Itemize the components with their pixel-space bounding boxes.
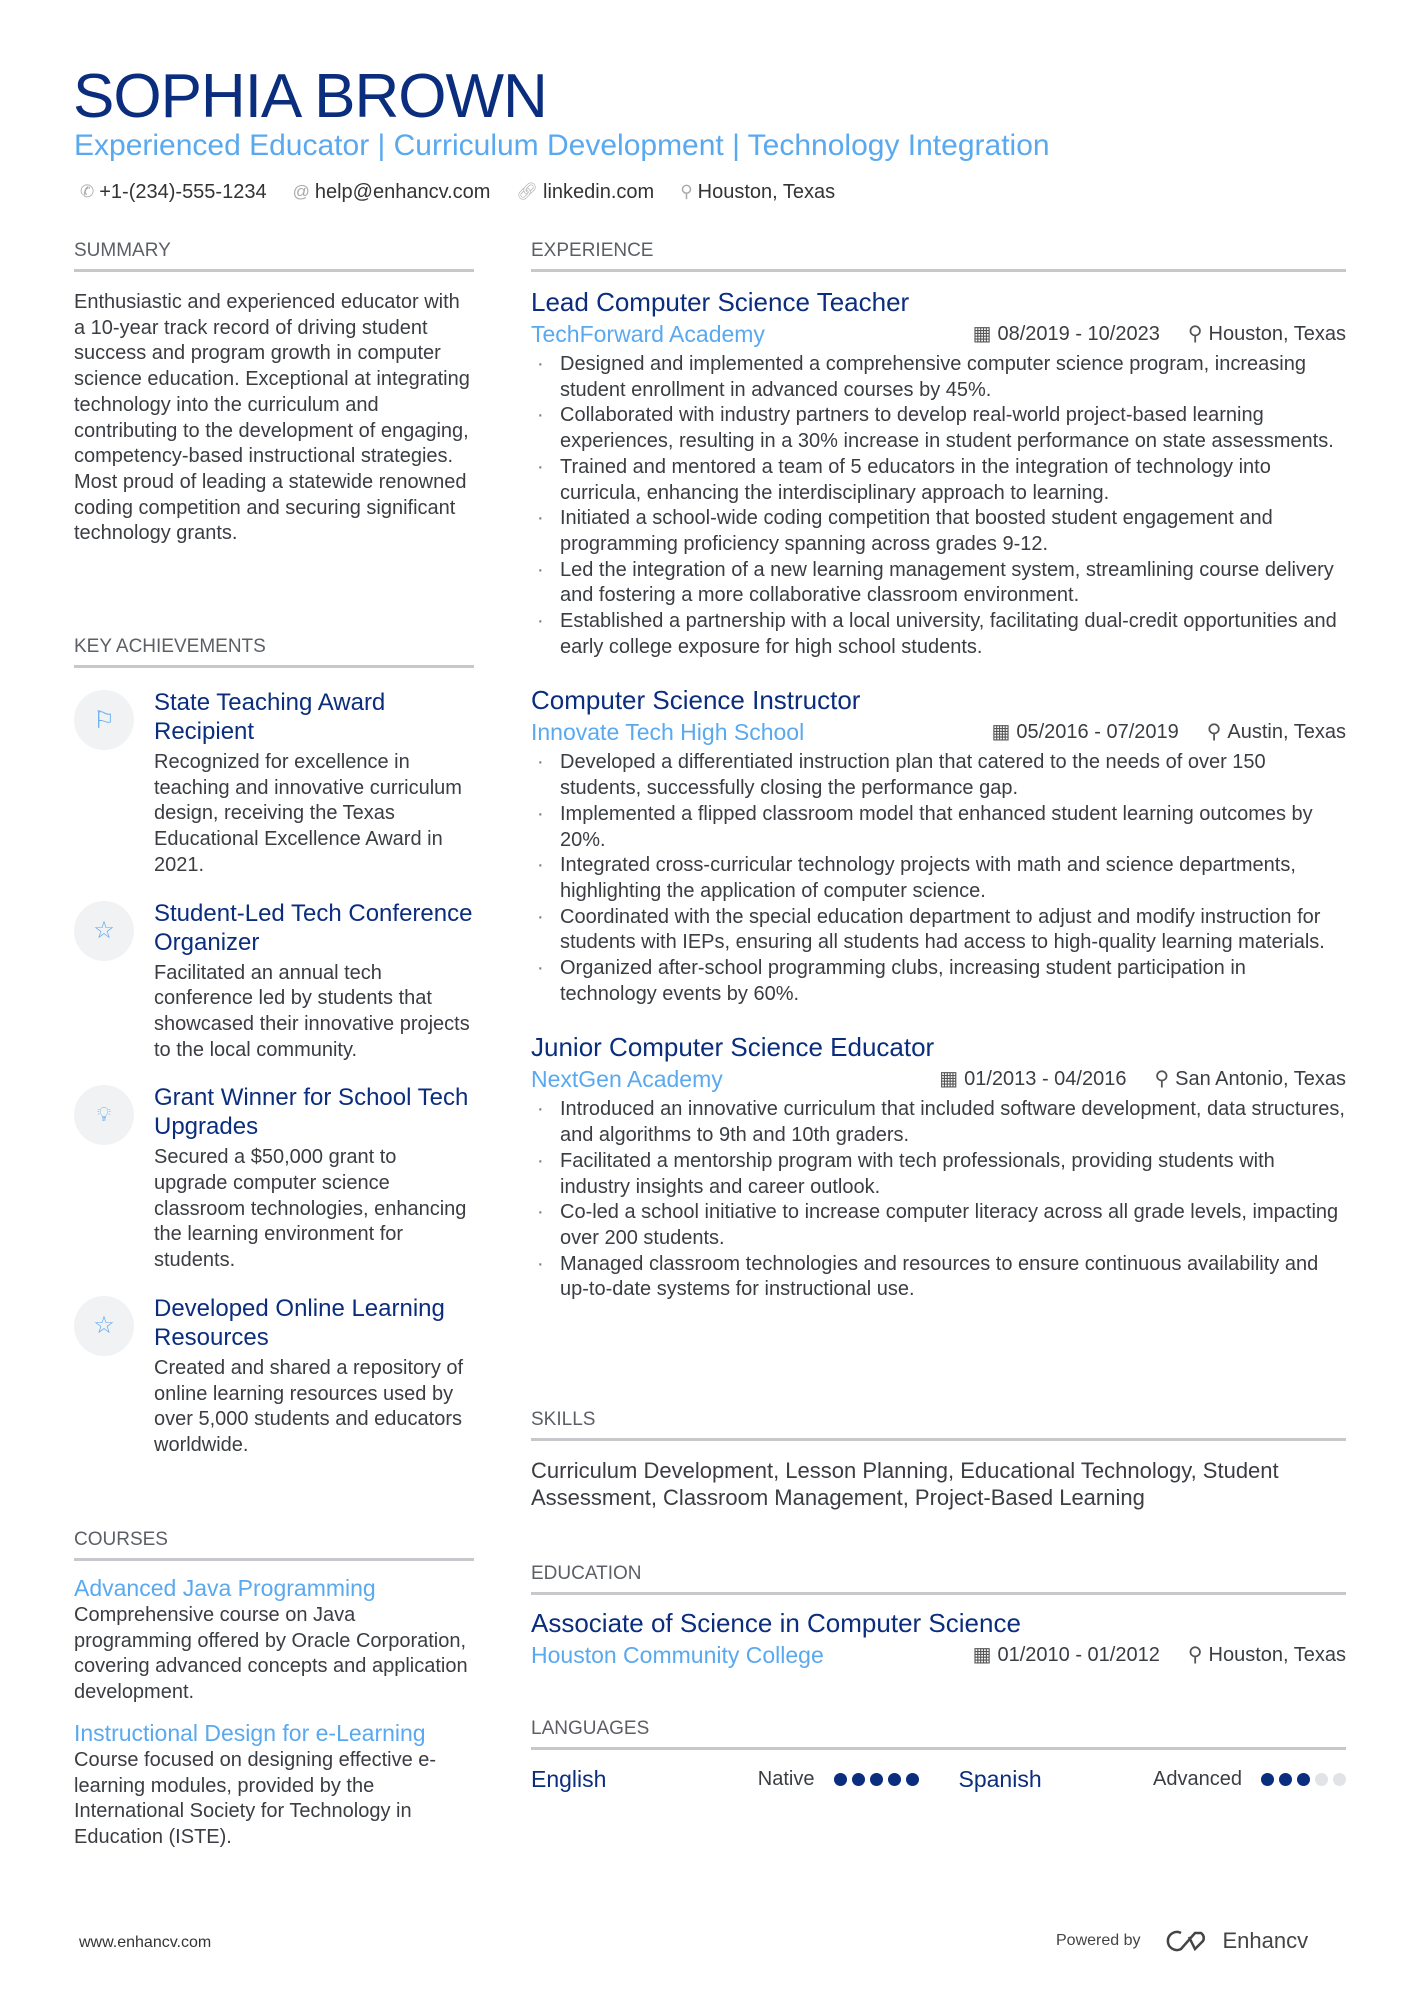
- bullet-item: · Managed classroom technologies and resources to ensure continuous availability and up-to-date systems for instructional use.: [531, 1252, 1346, 1303]
- job-location: Houston, Texas: [1208, 323, 1346, 345]
- section-heading: SKILLS: [531, 1408, 1346, 1441]
- calendar-icon: ▦: [939, 1068, 959, 1091]
- powered-by-label: Powered by: [1056, 1932, 1141, 1949]
- skills-text: Curriculum Development, Lesson Planning, Educational Technology, Student Assessment, Classroom Management, Project-Based Learning: [531, 1458, 1279, 1510]
- job-bullets: [531, 750, 1346, 1007]
- contact-bar: [80, 178, 835, 206]
- enhancv-logo-icon: [1165, 1929, 1211, 1953]
- candidate-name: SOPHIA BROWN: [73, 62, 547, 131]
- language-item: [531, 1766, 919, 1793]
- section-heading: COURSES: [74, 1528, 474, 1561]
- achievement-text: Secured a $50,000 grant to upgrade computer science classroom technologies, enhancing the learning environment for students.: [154, 1146, 467, 1272]
- footer-url[interactable]: www.enhancv.com: [79, 1934, 212, 1951]
- summary-text: Enthusiastic and experienced educator with a 10-year track record of driving student success and program growth in computer science education. Exceptional at integrating technology into the curriculum and contributing to the development of engaging, competency-based instructional strategies. Most proud of leading a statewide renowned coding competition and securing significant technology grants.: [74, 291, 470, 545]
- job-bullets: [531, 352, 1346, 660]
- proficiency-dot: [870, 1773, 883, 1786]
- bullet-item: · Established a partnership with a local university, facilitating dual-credit opportunities and early college exposure for high school students.: [531, 609, 1346, 660]
- summary-section: [74, 239, 474, 547]
- job-title: Computer Science Instructor: [531, 685, 861, 716]
- bullet-item: · Developed a differentiated instruction plan that catered to the needs of over 150 students, successfully closing the performance gap.: [531, 750, 1346, 801]
- proficiency-dot: [888, 1773, 901, 1786]
- achievements-section: [74, 635, 474, 1459]
- achievement-text: Recognized for excellence in teaching and innovative curriculum design, receiving the Texas Educational Excellence Award in 2021.: [154, 751, 462, 876]
- achievement-title: State Teaching Award Recipient: [154, 689, 386, 745]
- bullet-item: · Integrated cross-curricular technology projects with math and science departments, highlighting the application of computer science.: [531, 853, 1346, 904]
- company: TechForward Academy: [531, 321, 765, 347]
- language-level: Advanced: [1153, 1768, 1242, 1790]
- achievement-title: Student-Led Tech Conference Organizer: [154, 899, 473, 956]
- link-icon: 🔗︎: [516, 182, 539, 201]
- bullet-item: · Facilitated a mentorship program with tech professionals, providing students with industry insights and career outlook.: [531, 1149, 1346, 1200]
- linkedin[interactable]: linkedin.com: [543, 181, 655, 203]
- skills-section: [531, 1408, 1346, 1511]
- achievement-item: [74, 688, 474, 879]
- job-dates: 08/2019 - 10/2023: [997, 323, 1160, 345]
- bullet-item: · Introduced an innovative curriculum that included software development, data structures, and algorithms to 9th and 10th graders.: [531, 1097, 1346, 1148]
- experience-section: [531, 239, 1346, 1303]
- course-text: Comprehensive course on Java programming offered by Oracle Corporation, covering advanced concepts and application development.: [74, 1604, 468, 1704]
- company: Innovate Tech High School: [531, 719, 805, 746]
- school: Houston Community College: [531, 1642, 824, 1668]
- flag-icon: ⚐: [74, 690, 134, 750]
- location-icon: ⚲: [680, 182, 693, 201]
- phone-icon: ✆: [80, 182, 95, 201]
- bullet-item: · Collaborated with industry partners to develop real-world project-based learning experiences, resulting in a 30% increase in student performance on state assessments.: [531, 403, 1346, 454]
- bullet-item: · Designed and implemented a comprehensive computer science program, increasing student enrollment in advanced courses by 45%.: [531, 352, 1346, 403]
- bullet-item: · Organized after-school programming clubs, increasing student participation in technology events by 60%.: [531, 956, 1346, 1007]
- email[interactable]: help@enhancv.com: [314, 181, 491, 203]
- languages-section: [531, 1717, 1346, 1793]
- bullet-item: · Coordinated with the special education department to adjust and modify instruction for students with IEPs, ensuring all students had access to high-quality learning materials.: [531, 905, 1346, 956]
- achievement-item: [74, 899, 474, 1064]
- location-icon: ⚲: [1187, 323, 1203, 345]
- achievement-title: Developed Online Learning Resources: [154, 1294, 445, 1351]
- section-heading: EDUCATION: [531, 1562, 1346, 1595]
- proficiency-dot: [1279, 1773, 1292, 1786]
- phone[interactable]: +1-(234)-555-1234: [99, 181, 267, 203]
- location: Houston, Texas: [697, 181, 836, 203]
- edu-dates: 01/2010 - 01/2012: [997, 1644, 1160, 1666]
- job-entry: [531, 286, 1346, 660]
- course-title: Instructional Design for e-Learning: [74, 1719, 426, 1746]
- language-name: Spanish: [958, 1766, 1042, 1792]
- calendar-icon: ▦: [972, 1644, 992, 1666]
- edu-location: Houston, Texas: [1208, 1644, 1346, 1666]
- courses-section: [74, 1528, 474, 1851]
- location-icon: ⚲: [1187, 1644, 1203, 1666]
- job-dates: 05/2016 - 07/2019: [1016, 721, 1179, 744]
- job-location: Austin, Texas: [1227, 721, 1346, 744]
- achievement-item: [74, 1083, 474, 1274]
- job-entry: [531, 684, 1346, 1007]
- achievement-title: Grant Winner for School Tech Upgrades: [154, 1084, 469, 1141]
- location-icon: ⚲: [1206, 721, 1222, 744]
- proficiency-dot: [834, 1773, 847, 1786]
- proficiency-dot: [852, 1773, 865, 1786]
- bullet-item: · Implemented a flipped classroom model that enhanced student learning outcomes by 20%.: [531, 802, 1346, 853]
- proficiency-dot: [906, 1773, 919, 1786]
- star-icon: ☆: [74, 901, 134, 961]
- achievement-item: [74, 1294, 474, 1459]
- bullet-item: · Initiated a school-wide coding competition that boosted student engagement and programming proficiency spanning across grades 9-12.: [531, 506, 1346, 557]
- proficiency-dot: [1315, 1773, 1328, 1786]
- bullet-item: · Led the integration of a new learning management system, streamlining course delivery and fostering a more collaborative classroom environment.: [531, 558, 1346, 609]
- job-dates: 01/2013 - 04/2016: [964, 1068, 1127, 1091]
- candidate-title: Experienced Educator | Curriculum Development | Technology Integration: [74, 129, 1050, 162]
- degree: Associate of Science in Computer Science: [531, 1608, 1021, 1638]
- proficiency-dot: [1297, 1773, 1310, 1786]
- company: NextGen Academy: [531, 1066, 723, 1093]
- at-icon: @: [292, 182, 310, 201]
- job-title: Junior Computer Science Educator: [531, 1032, 935, 1063]
- job-location: San Antonio, Texas: [1175, 1068, 1346, 1091]
- job-entry: [531, 1031, 1346, 1303]
- section-heading: KEY ACHIEVEMENTS: [74, 635, 474, 668]
- language-item: [959, 1766, 1347, 1793]
- proficiency-dot: [1333, 1773, 1346, 1786]
- education-section: [531, 1562, 1346, 1671]
- course-title: Advanced Java Programming: [74, 1575, 376, 1601]
- achievement-text: Created and shared a repository of online learning resources used by over 5,000 students and educators worldwide.: [154, 1356, 464, 1456]
- powered-by: [1056, 1928, 1308, 1954]
- bullet-item: · Co-led a school initiative to increase computer literacy across all grade levels, impacting over 200 students.: [531, 1200, 1346, 1251]
- enhancv-brand: Enhancv: [1222, 1928, 1309, 1953]
- enhancv-logo: [1165, 1928, 1309, 1954]
- calendar-icon: ▦: [972, 323, 992, 345]
- star-icon: ☆: [74, 1296, 134, 1356]
- bullet-item: · Trained and mentored a team of 5 educators in the integration of technology into curricula, enhancing the interdisciplinary approach to learning.: [531, 455, 1346, 506]
- proficiency-dot: [1261, 1773, 1274, 1786]
- language-level: Native: [757, 1768, 815, 1790]
- course-text: Course focused on designing effective e-learning modules, provided by the International Society for Technology in Education (ISTE).: [74, 1748, 437, 1848]
- calendar-icon: ▦: [991, 721, 1011, 744]
- lightbulb-icon: 💡︎: [74, 1085, 134, 1145]
- section-heading: SUMMARY: [74, 239, 474, 272]
- section-heading: LANGUAGES: [531, 1717, 1346, 1750]
- job-bullets: [531, 1097, 1346, 1303]
- language-name: English: [531, 1766, 607, 1792]
- achievement-text: Facilitated an annual tech conference led by students that showcased their innovative projects to the local community.: [154, 961, 470, 1061]
- job-title: Lead Computer Science Teacher: [531, 287, 910, 317]
- location-icon: ⚲: [1154, 1068, 1170, 1091]
- section-heading: EXPERIENCE: [531, 239, 1346, 272]
